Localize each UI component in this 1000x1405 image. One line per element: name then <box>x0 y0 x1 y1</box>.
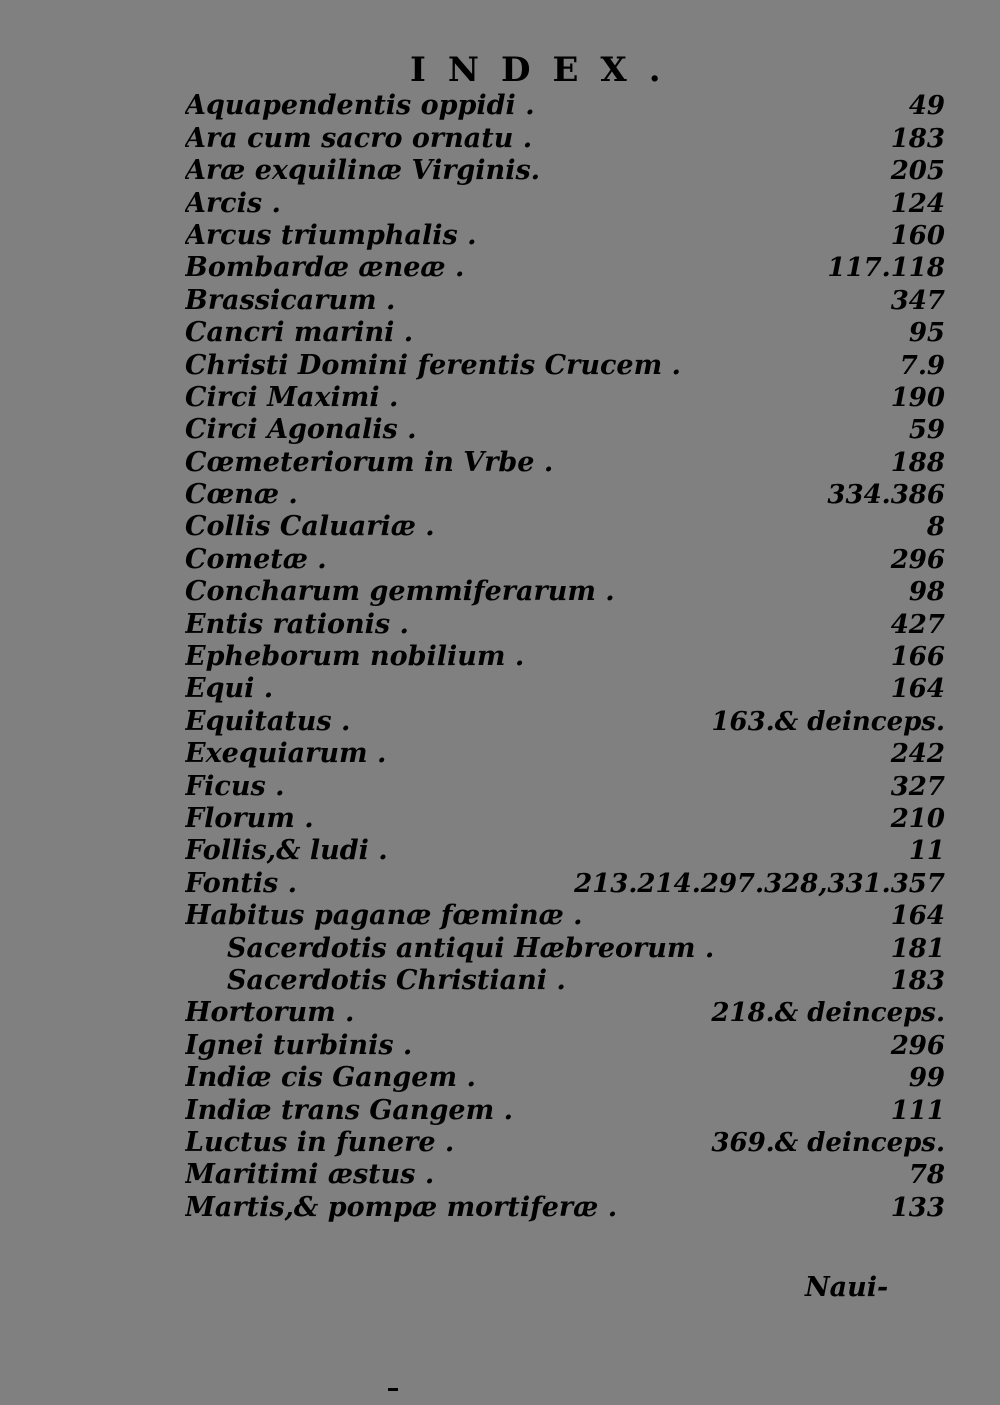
entry-pages: 7.9 <box>899 350 945 381</box>
index-entry <box>185 1159 945 1191</box>
index-entry <box>185 770 945 802</box>
entry-term: Circi Agonalis . <box>185 414 417 446</box>
index-entry <box>185 479 945 511</box>
index-entry <box>185 576 945 608</box>
entry-pages: 205 <box>890 156 945 187</box>
entry-term: Epheborum nobilium . <box>185 641 525 673</box>
catchword: Naui- <box>805 1272 889 1303</box>
index-entry <box>185 252 945 284</box>
page-title: INDEX. <box>410 50 683 90</box>
entry-pages: 124 <box>890 188 945 219</box>
entry-pages: 218.& deinceps. <box>711 998 945 1029</box>
entry-pages: 183 <box>890 965 945 996</box>
entry-pages: 160 <box>890 220 945 251</box>
entry-term: Ficus . <box>185 770 285 802</box>
index-entry <box>185 187 945 219</box>
index-entry <box>185 317 945 349</box>
entry-pages: 49 <box>908 91 945 122</box>
entry-term: Brassicarum . <box>185 284 396 316</box>
entry-pages: 117.118 <box>827 253 945 284</box>
entry-pages: 369.& deinceps. <box>711 1127 945 1158</box>
entry-pages: 8 <box>926 512 945 543</box>
entry-pages: 347 <box>890 285 945 316</box>
entry-term: Cometæ . <box>185 543 327 575</box>
entry-pages: 78 <box>908 1160 945 1191</box>
entry-pages: 213.214.297.328,331.357 <box>574 868 945 899</box>
entry-pages: 188 <box>890 447 945 478</box>
index-entry <box>185 511 945 543</box>
index-entry <box>185 997 945 1029</box>
entry-pages: 190 <box>890 382 945 413</box>
entry-term: Concharum gemmiferarum . <box>185 576 615 608</box>
entry-pages: 133 <box>890 1192 945 1223</box>
index-entry <box>185 543 945 575</box>
entry-term: Christi Domini ferentis Crucem . <box>185 349 681 381</box>
entry-pages: 296 <box>890 544 945 575</box>
index-entry <box>185 1062 945 1094</box>
entry-term: Collis Caluariæ . <box>185 511 435 543</box>
entry-term: Sacerdotis Christiani . <box>227 964 566 996</box>
index-list <box>185 90 945 1224</box>
index-entry <box>185 738 945 770</box>
entry-term: Cancri marini . <box>185 317 414 349</box>
entry-term: Arcis . <box>185 187 281 219</box>
entry-term: Florum . <box>185 802 314 834</box>
entry-term: Entis rationis . <box>185 608 409 640</box>
entry-pages: 164 <box>890 674 945 705</box>
entry-term: Exequiarum . <box>185 738 387 770</box>
index-entry <box>185 220 945 252</box>
entry-pages: 111 <box>890 1095 945 1126</box>
entry-term: Aquapendentis oppidi . <box>185 90 535 122</box>
entry-pages: 210 <box>890 803 945 834</box>
entry-term: Arcus triumphalis . <box>185 219 477 251</box>
index-entry <box>185 673 945 705</box>
index-entry <box>185 382 945 414</box>
ink-speck <box>388 1388 398 1391</box>
entry-pages: 59 <box>908 415 945 446</box>
entry-pages: 163.& deinceps. <box>711 706 945 737</box>
entry-term: Equitatus . <box>185 705 351 737</box>
entry-term: Circi Maximi . <box>185 381 399 413</box>
entry-term: Sacerdotis antiqui Hæbreorum . <box>227 932 715 964</box>
entry-pages: 164 <box>890 901 945 932</box>
index-entry <box>185 932 945 964</box>
entry-term: Cœnæ . <box>185 479 298 511</box>
entry-term: Equi . <box>185 673 274 705</box>
index-entry <box>185 608 945 640</box>
entry-term: Indiæ trans Gangem . <box>185 1094 513 1126</box>
index-entry <box>185 90 945 122</box>
index-entry <box>185 1029 945 1061</box>
entry-term: Aræ exquilinæ Virginis. <box>185 155 541 187</box>
index-entry <box>185 414 945 446</box>
entry-pages: 296 <box>890 1030 945 1061</box>
index-entry <box>185 155 945 187</box>
entry-pages: 181 <box>890 933 945 964</box>
index-entry <box>185 349 945 381</box>
entry-term: Indiæ cis Gangem . <box>185 1062 476 1094</box>
entry-term: Cœmeteriorum in Vrbe . <box>185 446 554 478</box>
entry-term: Bombardæ æneæ . <box>185 252 465 284</box>
index-entry <box>185 1191 945 1223</box>
entry-term: Fontis . <box>185 867 298 899</box>
index-entry <box>185 803 945 835</box>
entry-term: Hortorum . <box>185 997 355 1029</box>
index-entry <box>185 705 945 737</box>
index-entry <box>185 1094 945 1126</box>
entry-term: Follis,& ludi . <box>185 835 388 867</box>
index-entry <box>185 867 945 899</box>
index-entry <box>185 1127 945 1159</box>
entry-pages: 242 <box>890 739 945 770</box>
entry-term: Luctus in funere . <box>185 1126 455 1158</box>
index-entry <box>185 122 945 154</box>
entry-pages: 166 <box>890 642 945 673</box>
entry-pages: 334.386 <box>827 480 945 511</box>
index-entry <box>185 641 945 673</box>
entry-pages: 11 <box>908 836 945 867</box>
entry-term: Martis,& pompæ mortiferæ . <box>185 1191 618 1223</box>
entry-term: Habitus paganæ fœminæ . <box>185 900 583 932</box>
entry-pages: 183 <box>890 123 945 154</box>
index-entry <box>185 900 945 932</box>
index-entry <box>185 284 945 316</box>
index-entry <box>185 835 945 867</box>
entry-pages: 98 <box>908 577 945 608</box>
entry-pages: 99 <box>908 1063 945 1094</box>
index-entry <box>185 446 945 478</box>
entry-term: Maritimi æstus . <box>185 1159 435 1191</box>
entry-term: Ignei turbinis . <box>185 1029 413 1061</box>
index-entry <box>185 965 945 997</box>
entry-pages: 327 <box>890 771 945 802</box>
entry-pages: 427 <box>890 609 945 640</box>
entry-pages: 95 <box>908 318 945 349</box>
entry-term: Ara cum sacro ornatu . <box>185 122 533 154</box>
